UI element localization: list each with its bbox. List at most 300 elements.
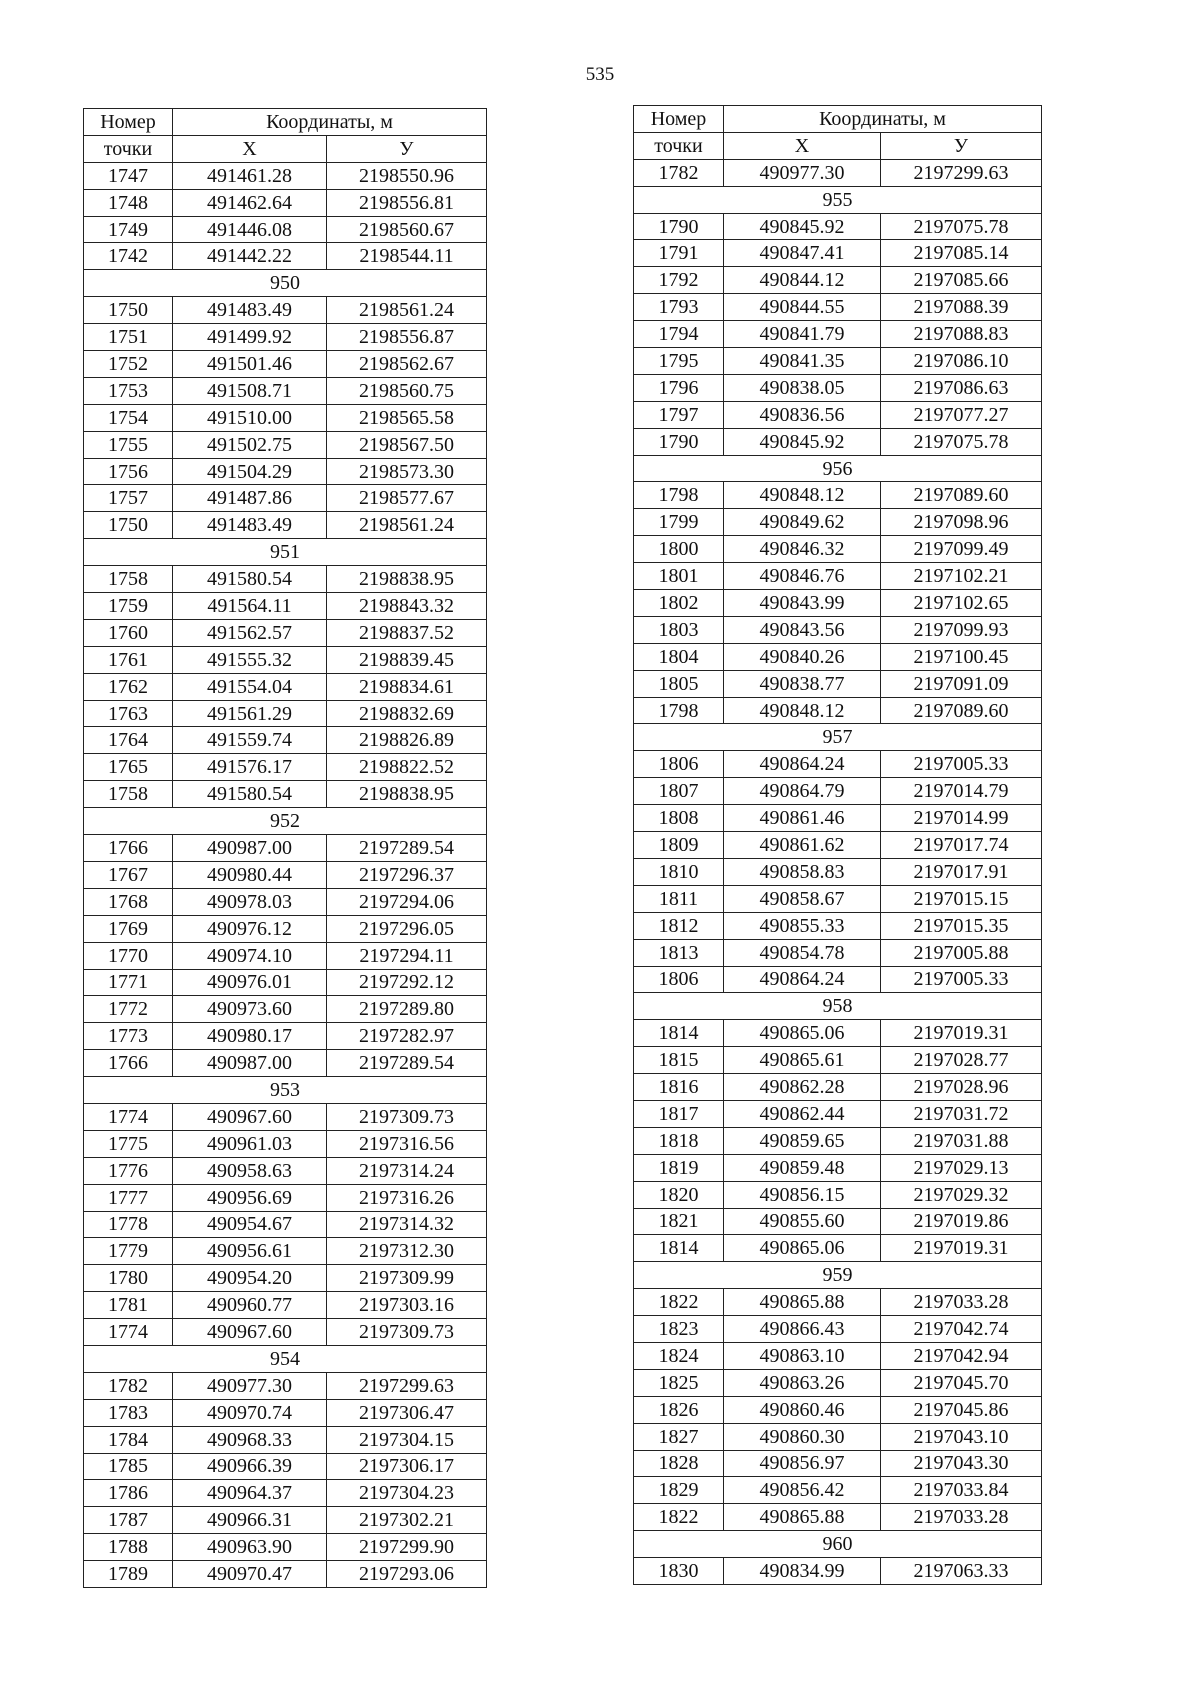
y-coordinate-cell: 2197005.33 [881,966,1042,993]
y-coordinate-cell: 2197045.70 [881,1369,1042,1396]
x-coordinate-cell: 490841.35 [724,348,881,375]
x-coordinate-cell: 490866.43 [724,1316,881,1343]
x-coordinate-cell: 490956.61 [173,1238,327,1265]
y-coordinate-cell: 2197042.94 [881,1342,1042,1369]
table-row [634,1558,1042,1585]
table-row [634,885,1042,912]
point-number-cell: 1793 [634,294,724,321]
table-row [84,700,487,727]
x-coordinate-cell: 490848.12 [724,697,881,724]
y-coordinate-cell: 2198838.95 [327,781,487,808]
x-coordinate-cell: 490849.62 [724,509,881,536]
y-coordinate-cell: 2197033.28 [881,1289,1042,1316]
y-coordinate-cell: 2197296.05 [327,915,487,942]
y-coordinate-cell: 2198561.24 [327,512,487,539]
x-coordinate-cell: 490858.67 [724,885,881,912]
x-coordinate-cell: 490860.46 [724,1396,881,1423]
x-coordinate-cell: 490966.31 [173,1507,327,1534]
table-row [84,512,487,539]
table-row [634,1127,1042,1154]
point-number-header-line2: точки [634,132,724,159]
point-number-cell: 1812 [634,912,724,939]
point-number-cell: 1811 [634,885,724,912]
y-coordinate-cell: 2198567.50 [327,431,487,458]
x-coordinate-cell: 491483.49 [173,297,327,324]
table-row [634,1477,1042,1504]
x-coordinate-cell: 490846.76 [724,563,881,590]
table-row [634,1020,1042,1047]
point-number-cell: 1758 [84,566,173,593]
point-number-cell: 1762 [84,673,173,700]
y-coordinate-cell: 2197075.78 [881,213,1042,240]
x-coordinate-cell: 490855.33 [724,912,881,939]
x-coordinate-cell: 490970.74 [173,1399,327,1426]
point-number-cell: 1816 [634,1074,724,1101]
y-coordinate-cell: 2197312.30 [327,1238,487,1265]
y-coordinate-cell: 2198562.67 [327,351,487,378]
section-number: 956 [634,455,1042,482]
point-number-cell: 1763 [84,700,173,727]
table-row [84,1480,487,1507]
section-row [634,1262,1042,1289]
x-coordinate-cell: 490976.12 [173,915,327,942]
y-coordinate-cell: 2197029.32 [881,1181,1042,1208]
point-number-cell: 1774 [84,1103,173,1130]
y-column-header: У [327,135,487,162]
table-row [634,1316,1042,1343]
y-coordinate-cell: 2197029.13 [881,1154,1042,1181]
section-row [634,455,1042,482]
x-column-header: X [173,135,327,162]
section-number: 954 [84,1345,487,1372]
point-number-cell: 1778 [84,1211,173,1238]
point-number-cell: 1794 [634,321,724,348]
table-row [84,1130,487,1157]
y-coordinate-cell: 2197304.15 [327,1426,487,1453]
table-row [84,404,487,431]
point-number-cell: 1823 [634,1316,724,1343]
y-coordinate-cell: 2197309.73 [327,1103,487,1130]
y-coordinate-cell: 2197299.63 [881,159,1042,186]
section-number: 955 [634,186,1042,213]
x-coordinate-cell: 490859.65 [724,1127,881,1154]
table-body [634,159,1042,1584]
point-number-cell: 1821 [634,1208,724,1235]
y-column-header: У [881,132,1042,159]
table-row [634,482,1042,509]
x-coordinate-cell: 490845.92 [724,428,881,455]
table-row [84,996,487,1023]
point-number-cell: 1815 [634,1047,724,1074]
y-coordinate-cell: 2197302.21 [327,1507,487,1534]
x-coordinate-cell: 490846.32 [724,536,881,563]
table-row [634,751,1042,778]
table-row [84,324,487,351]
table-row [634,1235,1042,1262]
point-number-cell: 1752 [84,351,173,378]
table-row [634,670,1042,697]
section-number: 960 [634,1531,1042,1558]
y-coordinate-cell: 2197088.83 [881,321,1042,348]
x-coordinate-cell: 490843.99 [724,590,881,617]
point-number-cell: 1767 [84,861,173,888]
section-number: 959 [634,1262,1042,1289]
y-coordinate-cell: 2198837.52 [327,619,487,646]
section-number: 951 [84,539,487,566]
point-number-cell: 1760 [84,619,173,646]
table-row [634,1100,1042,1127]
point-number-cell: 1787 [84,1507,173,1534]
point-number-cell: 1779 [84,1238,173,1265]
x-coordinate-cell: 490862.28 [724,1074,881,1101]
table-row [634,1289,1042,1316]
point-number-cell: 1802 [634,590,724,617]
table-row [634,858,1042,885]
table-row [84,942,487,969]
point-number-cell: 1801 [634,563,724,590]
point-number-cell: 1809 [634,832,724,859]
y-coordinate-cell: 2197019.31 [881,1235,1042,1262]
y-coordinate-cell: 2197102.21 [881,563,1042,590]
table-row [634,1396,1042,1423]
y-coordinate-cell: 2197099.49 [881,536,1042,563]
table-row [634,321,1042,348]
section-row [84,808,487,835]
table-row [634,563,1042,590]
table-row [84,1050,487,1077]
point-number-cell: 1754 [84,404,173,431]
x-coordinate-cell: 490856.15 [724,1181,881,1208]
table-row [84,1211,487,1238]
y-coordinate-cell: 2198843.32 [327,593,487,620]
y-coordinate-cell: 2197306.17 [327,1453,487,1480]
y-coordinate-cell: 2197293.06 [327,1561,487,1588]
y-coordinate-cell: 2198550.96 [327,162,487,189]
table-row [84,969,487,996]
table-row [84,1372,487,1399]
table-row [84,781,487,808]
x-coordinate-cell: 491559.74 [173,727,327,754]
point-number-cell: 1742 [84,243,173,270]
coordinates-table-right [633,105,1042,1585]
x-coordinate-cell: 490864.24 [724,966,881,993]
x-coordinate-cell: 490865.61 [724,1047,881,1074]
table-row [634,294,1042,321]
point-number-cell: 1828 [634,1450,724,1477]
y-coordinate-cell: 2197099.93 [881,616,1042,643]
y-coordinate-cell: 2198561.24 [327,297,487,324]
section-row [634,993,1042,1020]
table-row [634,590,1042,617]
table-row [84,162,487,189]
table-row [84,1507,487,1534]
point-number-cell: 1775 [84,1130,173,1157]
point-number-cell: 1755 [84,431,173,458]
table-row [84,915,487,942]
x-coordinate-cell: 491483.49 [173,512,327,539]
section-row [84,1077,487,1104]
section-row [84,270,487,297]
x-coordinate-cell: 490864.79 [724,778,881,805]
y-coordinate-cell: 2197303.16 [327,1292,487,1319]
y-coordinate-cell: 2197294.11 [327,942,487,969]
x-coordinate-cell: 491508.71 [173,377,327,404]
y-coordinate-cell: 2197309.99 [327,1265,487,1292]
y-coordinate-cell: 2197063.33 [881,1558,1042,1585]
x-coordinate-cell: 491510.00 [173,404,327,431]
table-row [84,593,487,620]
point-number-cell: 1817 [634,1100,724,1127]
y-coordinate-cell: 2197314.24 [327,1157,487,1184]
x-coordinate-cell: 490977.30 [173,1372,327,1399]
point-number-cell: 1814 [634,1020,724,1047]
y-coordinate-cell: 2197282.97 [327,1023,487,1050]
point-number-cell: 1764 [84,727,173,754]
y-coordinate-cell: 2198832.69 [327,700,487,727]
point-number-cell: 1798 [634,697,724,724]
x-coordinate-cell: 491562.57 [173,619,327,646]
table-row [634,401,1042,428]
table-row [84,431,487,458]
coordinates-table-left [83,108,487,1588]
x-coordinate-cell: 490958.63 [173,1157,327,1184]
y-coordinate-cell: 2198556.81 [327,189,487,216]
y-coordinate-cell: 2197289.54 [327,835,487,862]
table-header [634,106,1042,160]
x-coordinate-cell: 490863.10 [724,1342,881,1369]
table-row [634,1450,1042,1477]
point-number-cell: 1789 [84,1561,173,1588]
point-number-cell: 1766 [84,1050,173,1077]
x-coordinate-cell: 490980.17 [173,1023,327,1050]
y-coordinate-cell: 2197028.96 [881,1074,1042,1101]
y-coordinate-cell: 2197086.63 [881,374,1042,401]
y-coordinate-cell: 2197019.31 [881,1020,1042,1047]
x-coordinate-cell: 490967.60 [173,1319,327,1346]
x-coordinate-cell: 490980.44 [173,861,327,888]
point-number-cell: 1813 [634,939,724,966]
x-coordinate-cell: 491504.29 [173,458,327,485]
y-coordinate-cell: 2197091.09 [881,670,1042,697]
table-row [634,643,1042,670]
x-coordinate-cell: 491580.54 [173,781,327,808]
section-row [634,724,1042,751]
table-row [84,189,487,216]
x-coordinate-cell: 491576.17 [173,754,327,781]
point-number-cell: 1814 [634,1235,724,1262]
x-coordinate-cell: 490966.39 [173,1453,327,1480]
point-number-cell: 1790 [634,213,724,240]
table-row [634,159,1042,186]
table-row [634,536,1042,563]
table-row [84,1023,487,1050]
point-number-cell: 1757 [84,485,173,512]
x-coordinate-cell: 490838.77 [724,670,881,697]
y-coordinate-cell: 2198577.67 [327,485,487,512]
table-row [634,832,1042,859]
table-row [84,646,487,673]
y-coordinate-cell: 2197294.06 [327,888,487,915]
x-coordinate-cell: 491442.22 [173,243,327,270]
y-coordinate-cell: 2197031.88 [881,1127,1042,1154]
x-coordinate-cell: 490968.33 [173,1426,327,1453]
point-number-cell: 1807 [634,778,724,805]
y-coordinate-cell: 2197289.54 [327,1050,487,1077]
y-coordinate-cell: 2197085.66 [881,267,1042,294]
x-coordinate-cell: 490861.46 [724,805,881,832]
table-row [634,1342,1042,1369]
x-coordinate-cell: 490840.26 [724,643,881,670]
y-coordinate-cell: 2197289.80 [327,996,487,1023]
x-coordinate-cell: 491564.11 [173,593,327,620]
y-coordinate-cell: 2197019.86 [881,1208,1042,1235]
x-coordinate-cell: 490954.20 [173,1265,327,1292]
x-coordinate-cell: 490844.12 [724,267,881,294]
y-coordinate-cell: 2197014.79 [881,778,1042,805]
point-number-cell: 1761 [84,646,173,673]
x-coordinate-cell: 491499.92 [173,324,327,351]
x-coordinate-cell: 491555.32 [173,646,327,673]
table-body [84,162,487,1587]
table-row [84,727,487,754]
point-number-cell: 1819 [634,1154,724,1181]
table-row [84,485,487,512]
x-coordinate-cell: 491554.04 [173,673,327,700]
table-row [84,888,487,915]
point-number-cell: 1758 [84,781,173,808]
x-coordinate-cell: 490859.48 [724,1154,881,1181]
point-number-cell: 1795 [634,348,724,375]
point-number-cell: 1827 [634,1423,724,1450]
point-number-cell: 1748 [84,189,173,216]
x-coordinate-cell: 490960.77 [173,1292,327,1319]
y-coordinate-cell: 2197015.35 [881,912,1042,939]
point-number-cell: 1797 [634,401,724,428]
section-number: 957 [634,724,1042,751]
point-number-header-line2: точки [84,135,173,162]
y-coordinate-cell: 2197299.90 [327,1534,487,1561]
table-row [634,1504,1042,1531]
table-row [84,1534,487,1561]
y-coordinate-cell: 2197075.78 [881,428,1042,455]
point-number-cell: 1771 [84,969,173,996]
x-column-header: X [724,132,881,159]
y-coordinate-cell: 2197316.56 [327,1130,487,1157]
table-row [84,1292,487,1319]
table-row [634,912,1042,939]
table-row [84,1265,487,1292]
table-row [634,1423,1042,1450]
coordinates-header: Координаты, м [724,106,1042,133]
point-number-cell: 1800 [634,536,724,563]
table-header [84,109,487,163]
point-number-cell: 1788 [84,1534,173,1561]
point-number-cell: 1791 [634,240,724,267]
point-number-cell: 1751 [84,324,173,351]
x-coordinate-cell: 491561.29 [173,700,327,727]
y-coordinate-cell: 2197086.10 [881,348,1042,375]
point-number-cell: 1753 [84,377,173,404]
x-coordinate-cell: 490987.00 [173,835,327,862]
table-row [84,216,487,243]
y-coordinate-cell: 2197017.91 [881,858,1042,885]
point-number-cell: 1770 [84,942,173,969]
point-number-cell: 1783 [84,1399,173,1426]
y-coordinate-cell: 2198573.30 [327,458,487,485]
section-row [634,186,1042,213]
table-row [84,1238,487,1265]
x-coordinate-cell: 490978.03 [173,888,327,915]
point-number-cell: 1774 [84,1319,173,1346]
point-number-cell: 1765 [84,754,173,781]
table-row [84,861,487,888]
y-coordinate-cell: 2197085.14 [881,240,1042,267]
x-coordinate-cell: 490970.47 [173,1561,327,1588]
x-coordinate-cell: 490956.69 [173,1184,327,1211]
point-number-cell: 1822 [634,1504,724,1531]
x-coordinate-cell: 490973.60 [173,996,327,1023]
x-coordinate-cell: 490967.60 [173,1103,327,1130]
point-number-cell: 1773 [84,1023,173,1050]
point-number-header-line1: Номер [634,106,724,133]
x-coordinate-cell: 490844.55 [724,294,881,321]
point-number-cell: 1756 [84,458,173,485]
point-number-cell: 1747 [84,162,173,189]
y-coordinate-cell: 2197031.72 [881,1100,1042,1127]
x-coordinate-cell: 490863.26 [724,1369,881,1396]
y-coordinate-cell: 2198834.61 [327,673,487,700]
x-coordinate-cell: 491462.64 [173,189,327,216]
section-number: 958 [634,993,1042,1020]
x-coordinate-cell: 490862.44 [724,1100,881,1127]
x-coordinate-cell: 490987.00 [173,1050,327,1077]
x-coordinate-cell: 490845.92 [724,213,881,240]
point-number-cell: 1784 [84,1426,173,1453]
table-row [634,697,1042,724]
point-number-cell: 1803 [634,616,724,643]
x-coordinate-cell: 491461.28 [173,162,327,189]
y-coordinate-cell: 2198556.87 [327,324,487,351]
table-row [634,1047,1042,1074]
x-coordinate-cell: 490865.06 [724,1020,881,1047]
section-number: 953 [84,1077,487,1104]
y-coordinate-cell: 2197304.23 [327,1480,487,1507]
y-coordinate-cell: 2197014.99 [881,805,1042,832]
table-row [84,458,487,485]
point-number-cell: 1798 [634,482,724,509]
x-coordinate-cell: 490977.30 [724,159,881,186]
y-coordinate-cell: 2197028.77 [881,1047,1042,1074]
point-number-cell: 1804 [634,643,724,670]
y-coordinate-cell: 2197043.30 [881,1450,1042,1477]
x-coordinate-cell: 490856.97 [724,1450,881,1477]
table-row [634,1154,1042,1181]
y-coordinate-cell: 2197033.84 [881,1477,1042,1504]
point-number-cell: 1820 [634,1181,724,1208]
point-number-cell: 1806 [634,966,724,993]
x-coordinate-cell: 491446.08 [173,216,327,243]
table-row [634,616,1042,643]
table-row [634,428,1042,455]
table-row [634,1074,1042,1101]
table-row [84,377,487,404]
y-coordinate-cell: 2197296.37 [327,861,487,888]
point-number-cell: 1766 [84,835,173,862]
point-number-cell: 1777 [84,1184,173,1211]
y-coordinate-cell: 2197043.10 [881,1423,1042,1450]
x-coordinate-cell: 490841.79 [724,321,881,348]
table-row [84,566,487,593]
